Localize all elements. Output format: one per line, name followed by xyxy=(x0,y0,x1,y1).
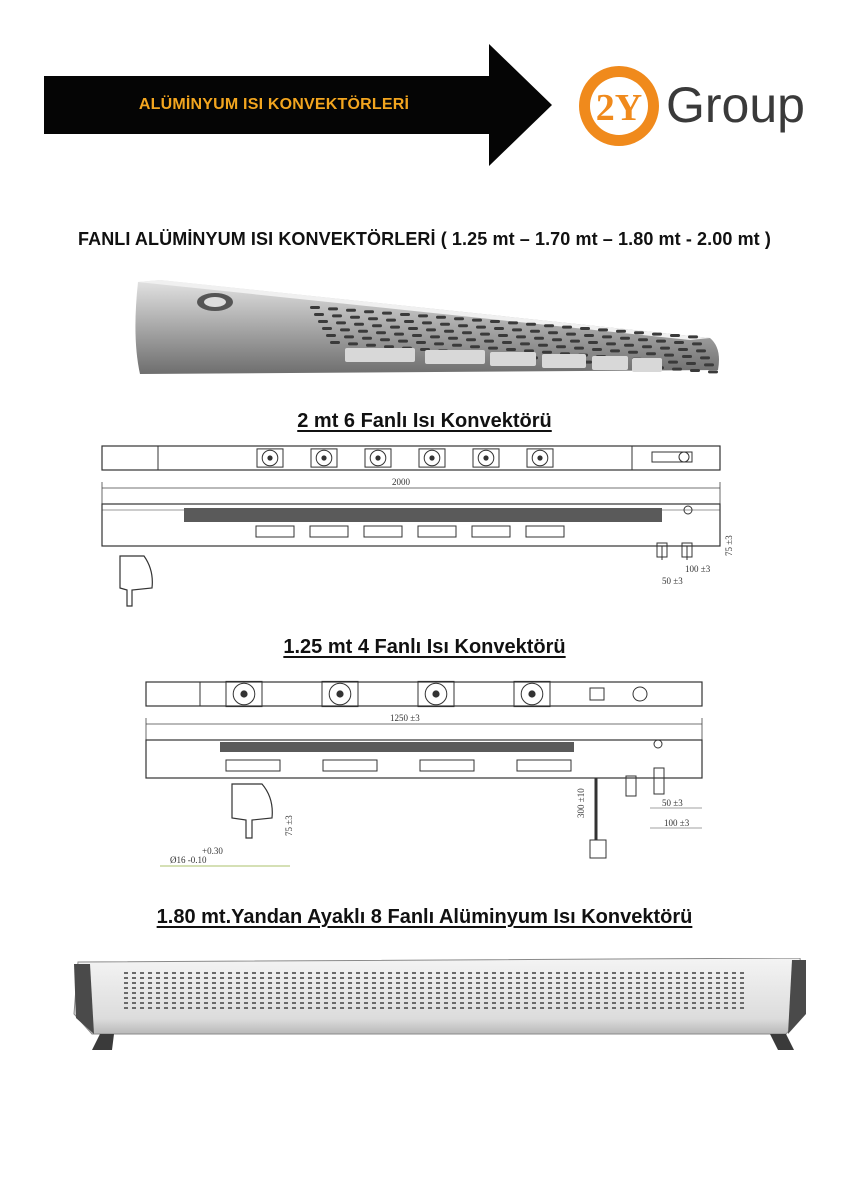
technical-drawing-2mt xyxy=(92,438,752,618)
technical-drawing-125mt xyxy=(140,668,730,878)
dimension-2000: 2000 xyxy=(392,477,410,487)
dimension-height-75: 75 ±3 xyxy=(724,535,734,556)
company-logo xyxy=(578,50,818,162)
banner-label: ALÜMİNYUM ISI KONVEKTÖRLERİ xyxy=(138,96,410,113)
main-title: FANLI ALÜMİNYUM ISI KONVEKTÖRLERİ ( 1.25 mt – 1.70 mt – 1.80 mt - 2.00 mt ) xyxy=(78,229,771,249)
dimension-side2-100: 100 ±3 xyxy=(664,818,690,828)
dimension-side-100: 100 ±3 xyxy=(685,564,711,574)
section-title-2mt: 2 mt 6 Fanlı Isı Konvektörü xyxy=(297,410,552,432)
logo-word: Group xyxy=(666,77,805,133)
convector-photo-footed xyxy=(70,958,810,1052)
dimension-cable: 300 ±10 xyxy=(576,788,586,818)
dimension-side2-50: 50 ±3 xyxy=(662,798,683,808)
logo-mark: 2Y xyxy=(595,87,643,129)
dimension-side-50: 50 ±3 xyxy=(662,576,683,586)
dimension-1250: 1250 ±3 xyxy=(390,713,420,723)
tolerance-diameter: Ø16 -0.10 xyxy=(170,855,207,865)
section-title-180mt: 1.80 mt.Yandan Ayaklı 8 Fanlı Alüminyum Isı Konvektörü xyxy=(156,906,693,928)
convector-photo-angled xyxy=(130,278,725,378)
tolerance-plus: +0.30 xyxy=(202,846,223,856)
section-title-125mt: 1.25 mt 4 Fanlı Isı Konvektörü xyxy=(283,636,566,658)
dimension-height2: 75 ±3 xyxy=(284,815,294,836)
